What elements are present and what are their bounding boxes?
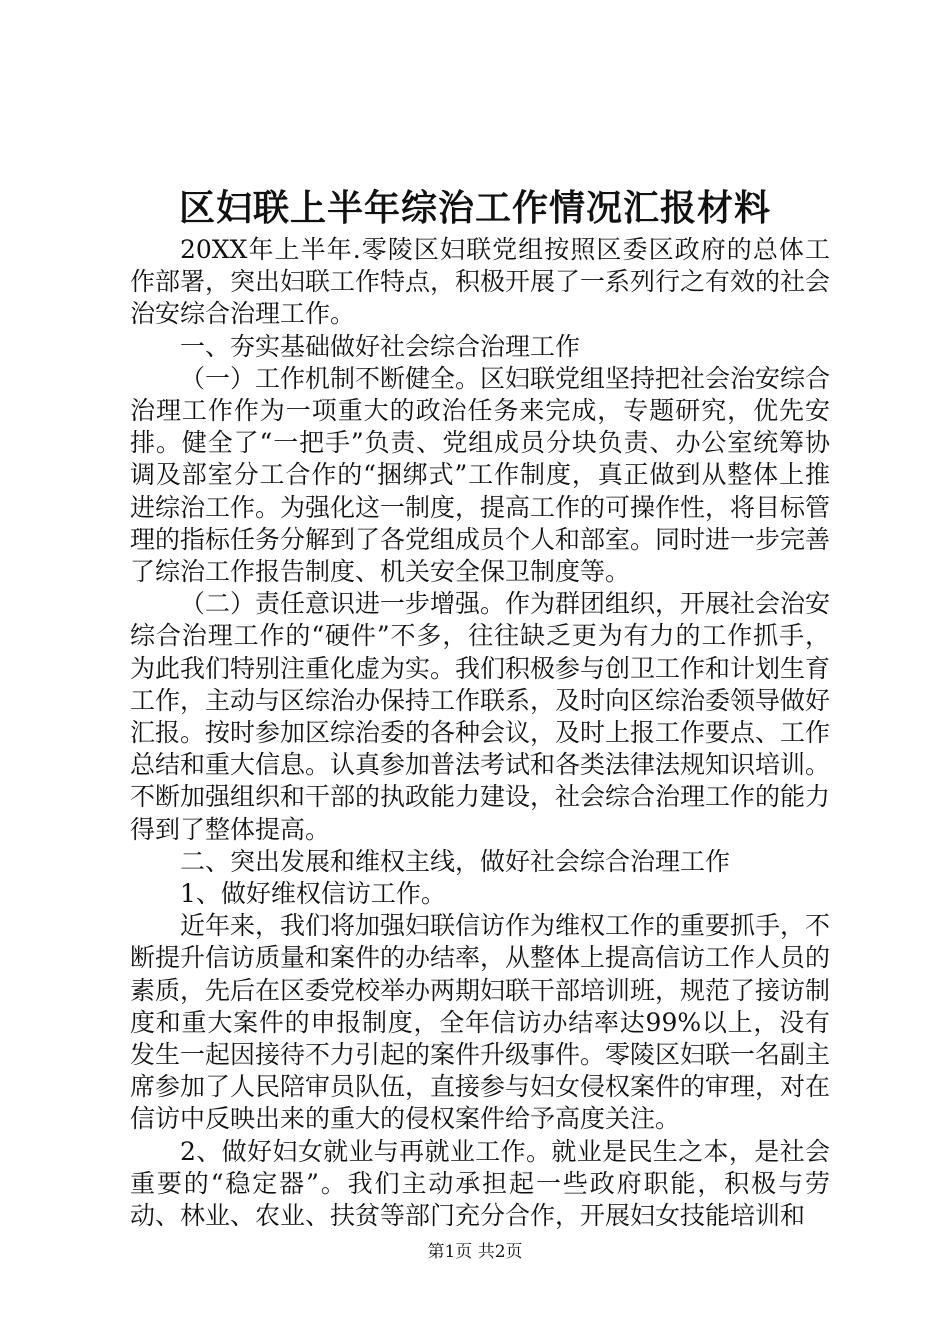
paragraph-intro: 20XX年上半年.零陵区妇联党组按照区委区政府的总体工作部署，突出妇联工作特点，积极开展了一系列行之有效的社会治安综合治理工作。	[130, 235, 831, 329]
section-heading-2: 二、突出发展和维权主线，做好社会综合治理工作	[180, 846, 731, 876]
subheading-petition: 1、做好维权信访工作。	[180, 879, 446, 909]
paragraph-mechanism: （一）工作机制不断健全。区妇联党组坚持把社会治安综合治理工作作为一项重大的政治任务来完成，专题研究，优先安排。健全了“一把手”负责、党组成员分块负责、办公室统筹协调及部室分工合作的“捆绑式”工作制度，真正做到从整体上推进综治工作。为强化这一制度，提高工作的可操作性，将目标管理的指标任务分解到了各党组成员个人和部室。同时进一步完善了综治工作报告制度、机关安全保卫制度等。	[130, 363, 831, 587]
document-body	[130, 234, 830, 1232]
paragraph-responsibility: （二）责任意识进一步增强。作为群团组织，开展社会治安综合治理工作的“硬件”不多，往往缺乏更为有力的工作抓手，为此我们特别注重化虚为实。我们积极参与创卫工作和计划生育工作，主动与区综治办保持工作联系，及时向区综治委领导做好汇报。按时参加区综治委的各种会议，及时上报工作要点、工作总结和重大信息。认真参加普法考试和各类法律法规知识培训。不断加强组织和干部的执政能力建设，社会综合治理工作的能力得到了整体提高。	[130, 589, 831, 844]
paragraph-employment: 2、做好妇女就业与再就业工作。就业是民生之本，是社会重要的“稳定器”。我们主动承担起一些政府职能，积极与劳动、林业、农业、扶贫等部门充分合作，开展妇女技能培训和	[130, 1136, 830, 1231]
paragraph-petition: 近年来，我们将加强妇联信访作为维权工作的重要抓手，不断提升信访质量和案件的办结率，从整体上提高信访工作人员的素质，先后在区委党校举办两期妇联干部培训班，规范了接访制度和重大案件的申报制度，全年信访办结率达99%以上，没有发生一起因接待不力引起的案件升级事件。零陵区妇联一名副主席参加了人民陪审员队伍，直接参与妇女侵权案件的审理，对在信访中反映出来的重大的侵权案件给予高度关注。	[130, 911, 831, 1134]
document-title: 区妇联上半年综治工作情况汇报材料	[178, 187, 771, 229]
section-heading-1: 一、夯实基础做好社会综合治理工作	[180, 331, 581, 361]
page-number: 第1页 共2页	[427, 1242, 523, 1262]
